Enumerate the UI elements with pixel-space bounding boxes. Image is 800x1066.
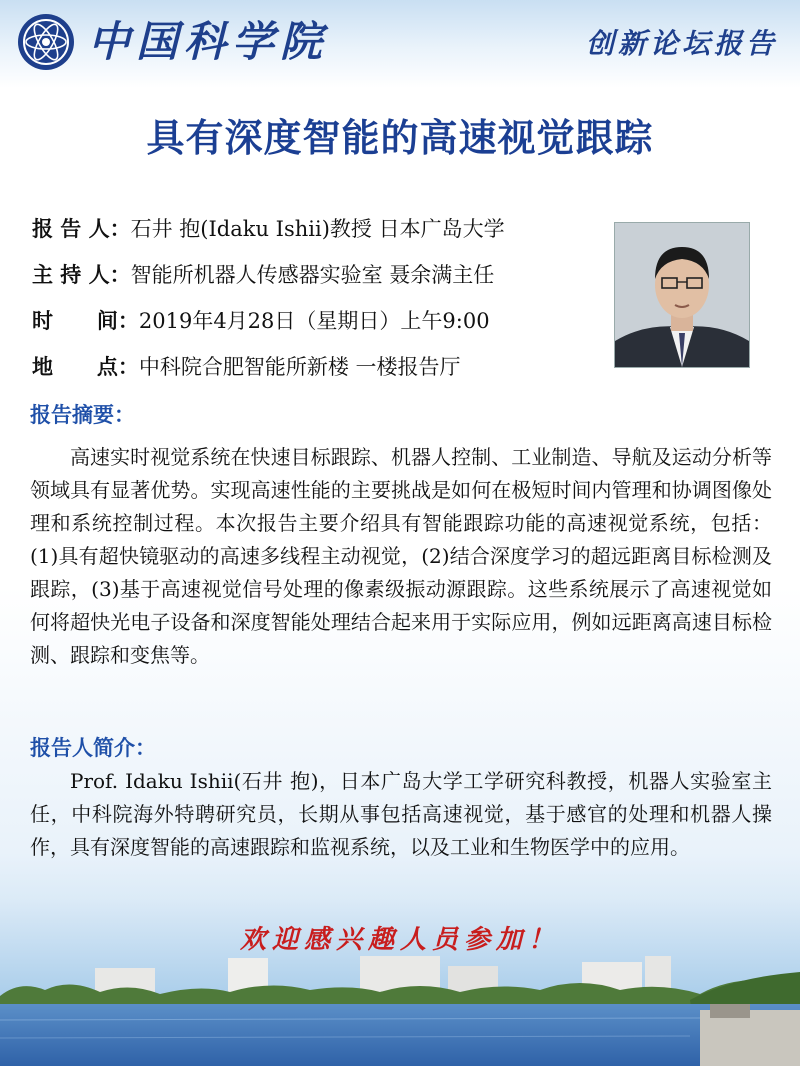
page-title: 具有深度智能的高速视觉跟踪 — [146, 115, 654, 160]
info-block — [32, 206, 602, 390]
info-label: 报 告 人： — [32, 216, 131, 241]
forum-label: 创新论坛报告 — [585, 27, 778, 60]
cas-logo-icon — [16, 12, 76, 72]
info-row-location — [32, 344, 602, 390]
header-banner — [0, 0, 800, 88]
info-value: 2019年4月28日（星期日）上午9:00 — [138, 309, 490, 333]
info-row-host — [32, 252, 602, 298]
info-row-time — [32, 298, 602, 344]
info-label: 时 间： — [32, 308, 139, 333]
bio-text: Prof. Idaku Ishii(石井 抱)，日本广岛大学工学研究科教授，机器人实验室主任，中科院海外特聘研究员，长期从事包括高速视觉，基于感官的处理和机器人操作，具有深度智能的高速跟踪和监视系统，以及工业和生物医学中的应用。 — [30, 769, 772, 859]
welcome-banner: 欢迎感兴趣人员参加！ — [239, 925, 560, 955]
bio-heading: 报告人简介： — [30, 735, 156, 760]
abstract-heading: 报告摘要： — [30, 402, 135, 427]
info-label: 地 点： — [32, 354, 139, 379]
institution-name: 中国科学院 — [88, 17, 329, 66]
info-value: 石井 抱(Idaku Ishii)教授 日本广岛大学 — [130, 217, 505, 241]
info-label: 主 持 人： — [32, 262, 131, 287]
abstract-text: 高速实时视觉系统在快速目标跟踪、机器人控制、工业制造、导航及运动分析等领域具有显著优势。实现高速性能的主要挑战是如何在极短时间内管理和协调图像处理和系统控制过程。本次报告主要介绍具有智能跟踪功能的高速视觉系统，包括：(1)具有超快镜驱动的高速多线程主动视觉，(2)结合深度学习的超远距离目标检测及跟踪，(3)基于高速视觉信号处理的像素级振动源跟踪。这些系统展示了高速视觉如何将超快光电子设备和深度智能处理结合起来用于实际应用，例如远距离高速目标检测、跟踪和变焦等。 — [30, 445, 772, 667]
speaker-photo — [614, 222, 750, 368]
info-row-speaker — [32, 206, 602, 252]
info-value: 智能所机器人传感器实验室 聂余满主任 — [130, 263, 495, 287]
info-value: 中科院合肥智能所新楼 一楼报告厅 — [138, 355, 461, 379]
